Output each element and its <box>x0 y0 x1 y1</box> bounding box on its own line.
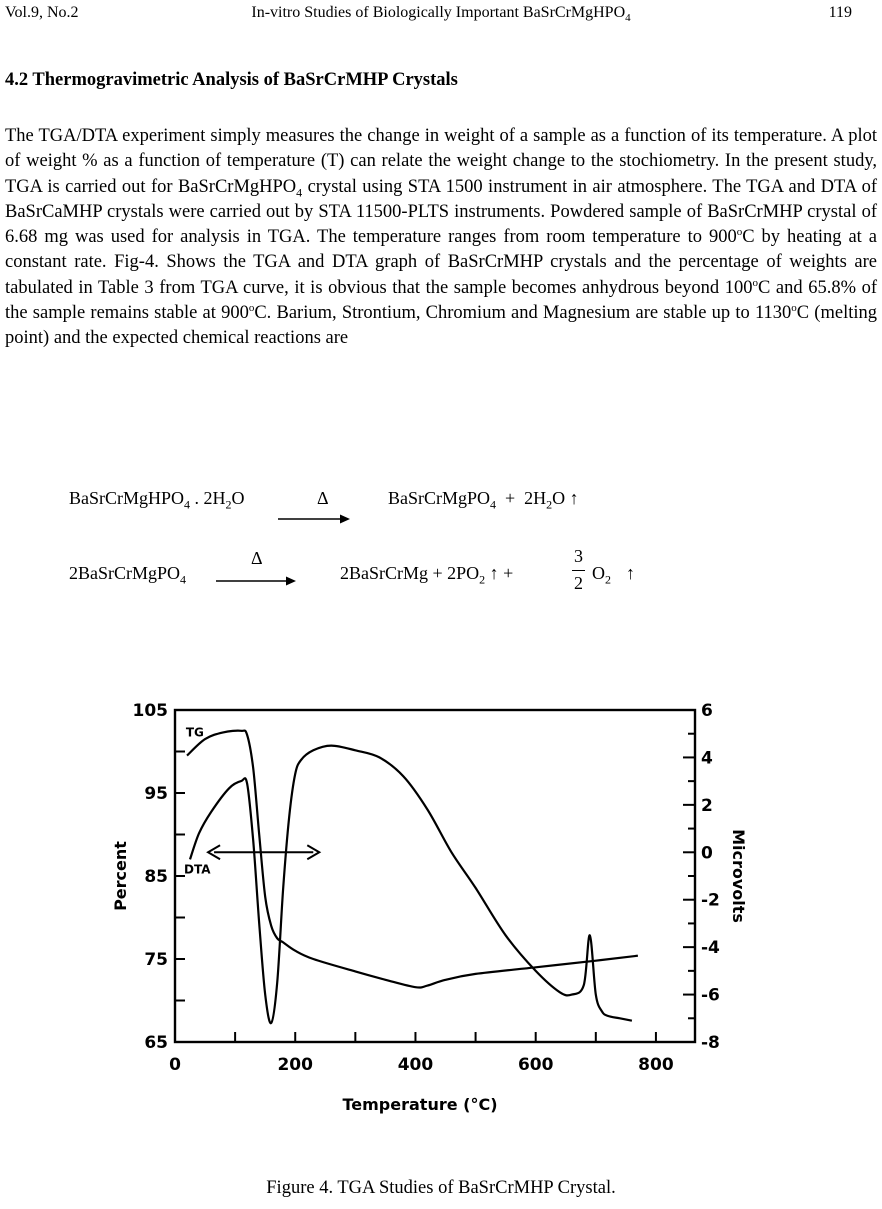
x-axis-label: Temperature (°C) <box>342 1095 498 1114</box>
x-tick-label: 600 <box>517 1055 554 1075</box>
x-tick-label: 0 <box>169 1055 181 1075</box>
fraction-numerator: 3 <box>574 546 583 566</box>
reaction-1-reactant: BaSrCrMgHPO$_4$ . $2H_2O$ <box>69 488 245 512</box>
figure-caption: Figure 4. TGA Studies of BaSrCrMHP Crystal. <box>266 1178 616 1198</box>
running-title: In-vitro Studies of Biologically Important BaSrCrMgHPO$_4$ <box>251 4 631 25</box>
y-right-tick-label: 6 <box>701 701 713 721</box>
y-right-tick-label: -2 <box>701 890 720 911</box>
gas-up-arrow: ↑ <box>626 563 635 583</box>
x-tick-label: 200 <box>277 1055 313 1075</box>
fraction-bar <box>572 570 585 571</box>
oxygen-product: $O_2$ <box>592 563 611 587</box>
tga-dta-chart <box>105 690 755 1130</box>
volume-number: Vol.9, No.2 <box>5 4 79 21</box>
y-right-tick-label: -6 <box>701 985 720 1006</box>
reaction-2-reactant: 2BaSrCrMgPO$_4$ <box>69 563 187 587</box>
y-right-tick-label: 0 <box>701 843 713 864</box>
tg-curve-label: TG <box>185 725 204 740</box>
page-number: 119 <box>828 4 852 21</box>
body-paragraph: The TGA/DTA experiment simply measures the change in weight of a sample as a function of its temperature. A plot of weight % as a function of temperature (T) can relate the weight change to the stochiometry. In the present study, TGA is carried out for BaSrCrMgHPO$_4$ crystal using STA 1500 instrument in air atmosphere. The TGA and DTA of BaSrCaMHP crystals were carried out by STA 11500-PLTS instruments. Powdered sample of BaSrCrMHP crystal of 6.68 mg was used for analysis in TGA. The temperature ranges from room temperature to 900$^o$C by heating at a constant rate. Fig-4. Shows the TGA and DTA graph of BaSrCrMHP crystals and the percentage of weights are tabulated in Table 3 from TGA curve, it is obvious that the sample becomes anhydrous beyond 100$^o$C and 65.8% of the sample remains stable at 900$^o$C. Barium, Strontium, Chromium and Magnesium are stable up to 1130$^o$C (melting point) and the expected chemical reactions are <box>5 126 877 349</box>
fraction-denominator: 2 <box>574 573 583 593</box>
reaction-arrow-icon <box>276 512 352 526</box>
y-right-tick-label: 4 <box>701 748 713 769</box>
y-left-tick-label: 75 <box>144 950 168 970</box>
y-left-tick-label: 95 <box>144 784 168 804</box>
reaction-1-products: BaSrCrMgPO$_4$ + $2H_2O$ ↑ <box>388 488 579 512</box>
y-right-tick-label: -4 <box>701 938 720 959</box>
y-left-tick-label: 105 <box>132 701 168 721</box>
dta-curve <box>190 746 632 1024</box>
y-left-tick-label: 85 <box>144 867 168 887</box>
y-left-axis-label: Percent <box>111 841 130 911</box>
reaction-2-products: 2BaSrCrMg + $2PO_2$ ↑ + <box>340 563 514 587</box>
y-right-tick-label: 2 <box>701 795 713 816</box>
running-header <box>0 4 882 26</box>
y-right-tick-label: -8 <box>701 1033 720 1053</box>
dta-curve-label: DTA <box>184 862 211 877</box>
reaction-arrow-icon <box>214 574 298 588</box>
y-right-axis-label: Microvolts <box>729 829 748 923</box>
y-left-tick-label: 65 <box>144 1033 168 1053</box>
tga-dta-figure <box>105 690 755 1130</box>
x-tick-label: 800 <box>638 1055 674 1075</box>
heat-delta-symbol: Δ <box>251 548 263 568</box>
section-heading: 4.2 Thermogravimetric Analysis of BaSrCrMHP Crystals <box>5 70 458 90</box>
heat-delta-symbol: Δ <box>317 488 329 508</box>
x-tick-label: 400 <box>397 1055 434 1075</box>
